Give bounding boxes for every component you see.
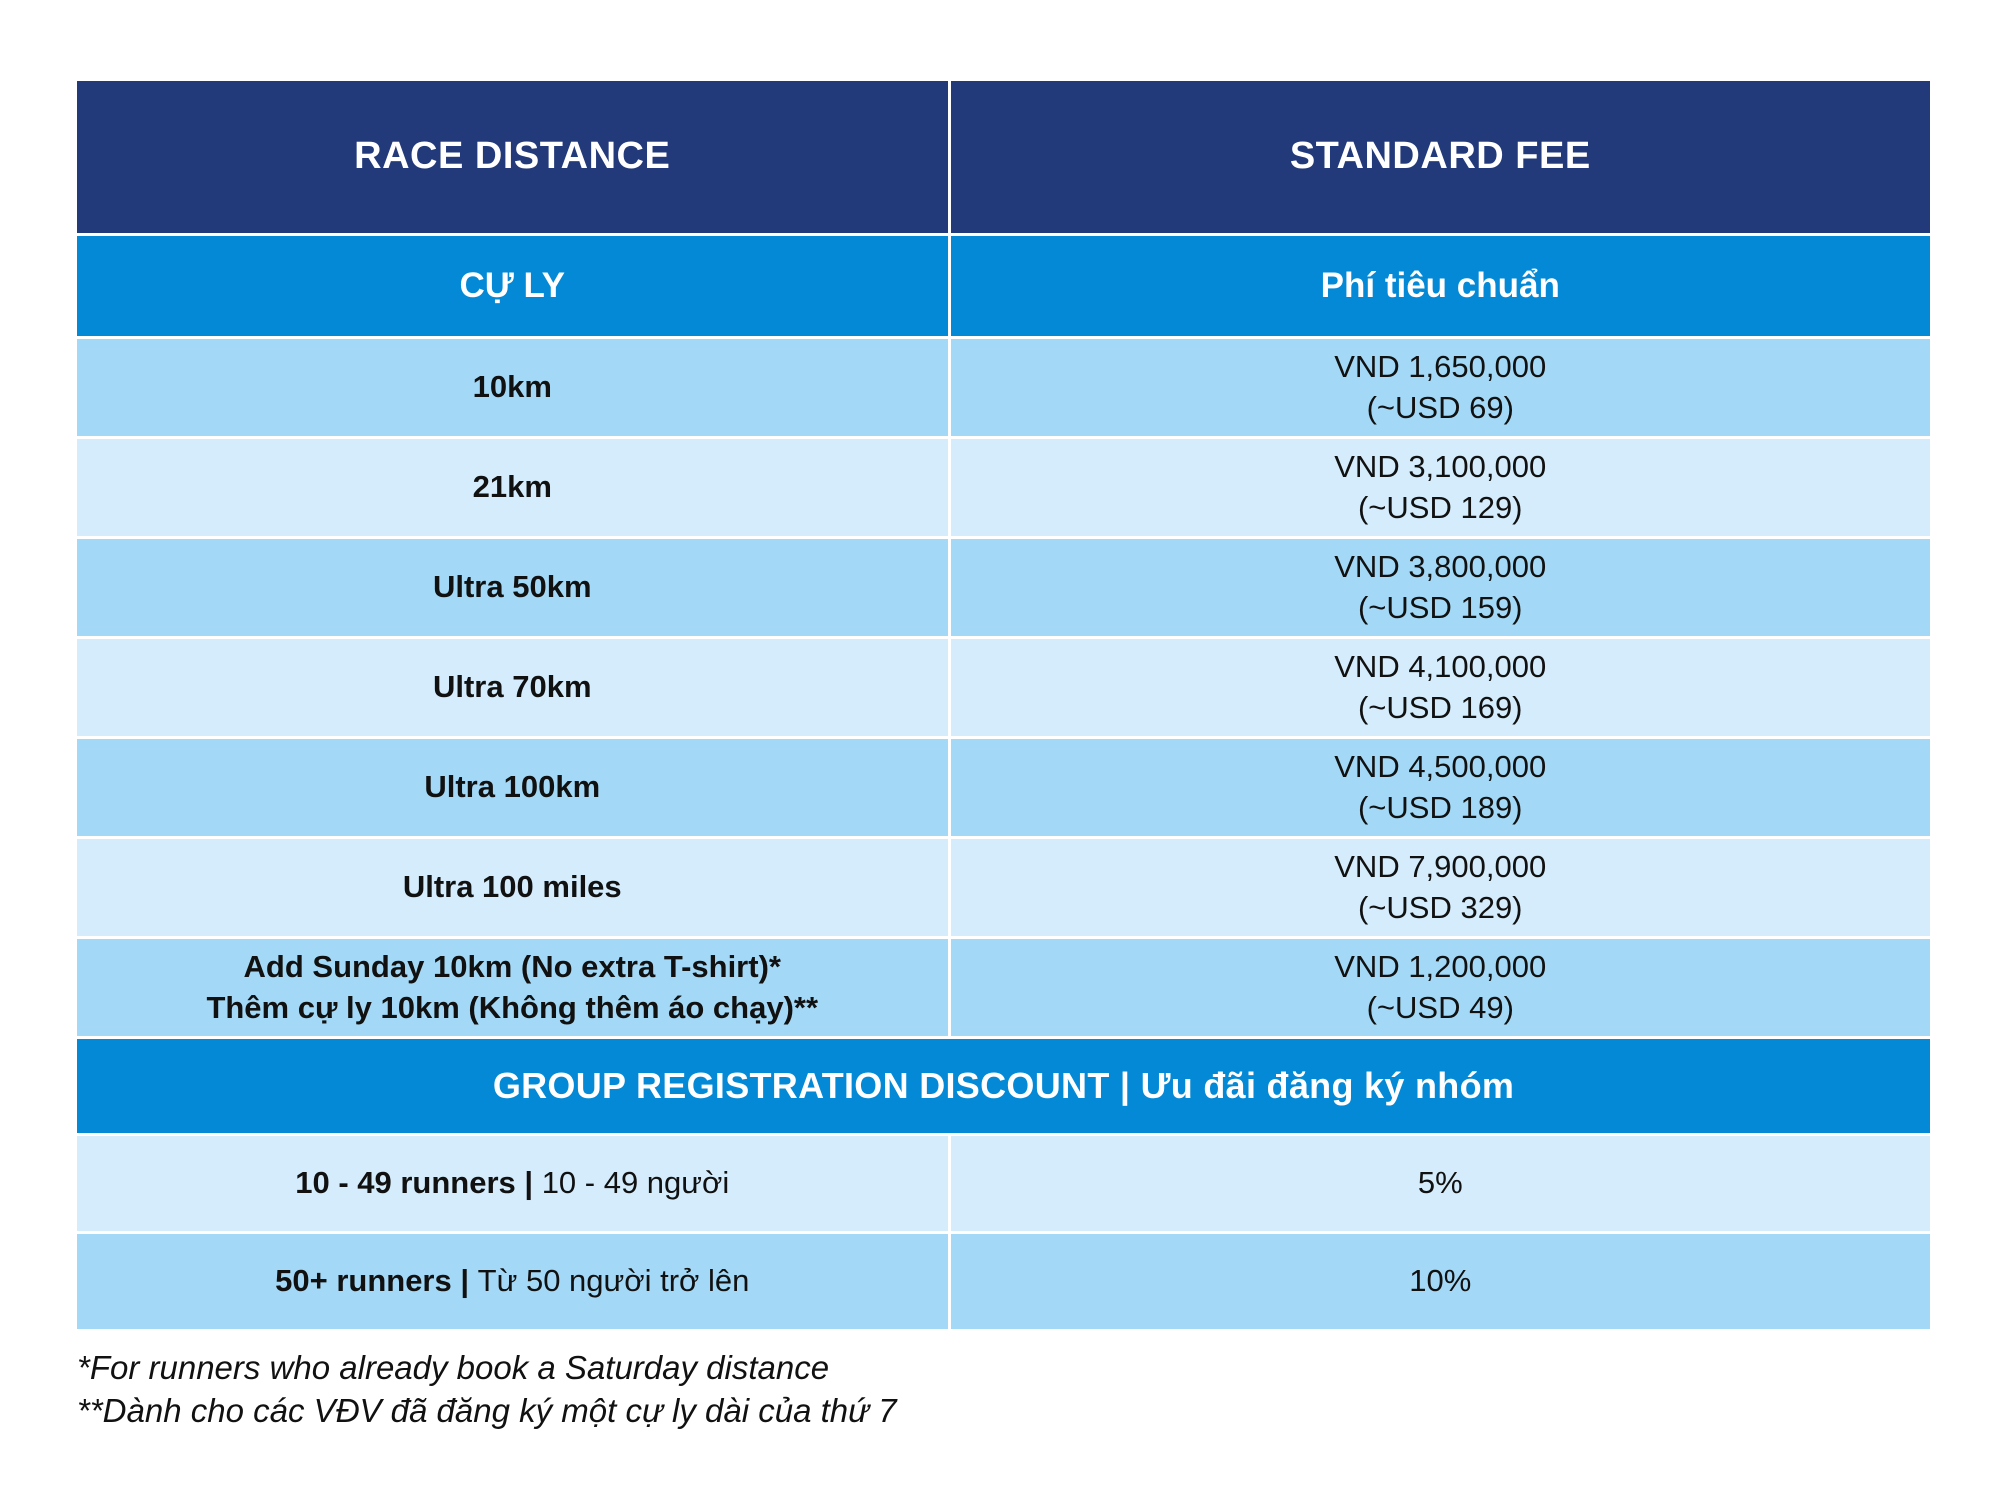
race-distance-cell <box>77 938 949 1038</box>
race-distance-cell: Ultra 50km <box>77 538 949 638</box>
table-row <box>77 538 1930 638</box>
table-row <box>77 838 1930 938</box>
group-size-separator: | <box>451 1263 478 1299</box>
fee-vnd: VND 3,100,000 <box>1334 449 1547 485</box>
group-size-english: 10 - 49 runners <box>295 1165 516 1201</box>
fee-vnd: VND 7,900,000 <box>1334 849 1547 885</box>
discount-cell: 10% <box>949 1233 1930 1330</box>
fee-usd: (~USD 189) <box>1357 789 1523 825</box>
fee-usd: (~USD 129) <box>1357 489 1523 525</box>
group-discount-title: GROUP REGISTRATION DISCOUNT | Ưu đãi đăng ký nhóm <box>77 1038 1930 1135</box>
race-distance-english: Add Sunday 10km (No extra T-shirt)* <box>243 949 781 985</box>
fee-cell <box>949 738 1930 838</box>
footnotes <box>77 1346 897 1432</box>
race-distance-cell: Ultra 100 miles <box>77 838 949 938</box>
table-row <box>77 438 1930 538</box>
footnote-english: *For runners who already book a Saturday distance <box>77 1349 830 1386</box>
group-size-vietnamese: Từ 50 người trở lên <box>477 1263 750 1299</box>
group-size-vietnamese: 10 - 49 người <box>541 1165 730 1201</box>
fee-table <box>77 81 1930 1329</box>
race-distance-cell: Ultra 100km <box>77 738 949 838</box>
header-row-english <box>77 81 1930 235</box>
fee-vnd: VND 1,200,000 <box>1334 949 1547 985</box>
fee-cell <box>949 638 1930 738</box>
column-header-standard-fee: STANDARD FEE <box>949 81 1930 235</box>
table-row <box>77 638 1930 738</box>
group-discount-header-row <box>77 1038 1930 1135</box>
fee-cell <box>949 338 1930 438</box>
group-size-cell <box>77 1135 949 1233</box>
column-header-race-distance: RACE DISTANCE <box>77 81 949 235</box>
fee-cell <box>949 838 1930 938</box>
race-distance-cell: 21km <box>77 438 949 538</box>
group-size-cell <box>77 1233 949 1330</box>
fee-usd: (~USD 169) <box>1357 689 1523 725</box>
table-row <box>77 738 1930 838</box>
fee-cell <box>949 938 1930 1038</box>
column-header-phi-tieu-chuan: Phí tiêu chuẩn <box>949 235 1930 338</box>
group-size-english: 50+ runners <box>275 1263 452 1299</box>
footnote-vietnamese: **Dành cho các VĐV đã đăng ký một cự ly dài của thứ 7 <box>77 1392 897 1429</box>
race-distance-cell: Ultra 70km <box>77 638 949 738</box>
fee-vnd: VND 1,650,000 <box>1334 349 1547 385</box>
fee-vnd: VND 3,800,000 <box>1334 549 1547 585</box>
fee-usd: (~USD 69) <box>1366 389 1514 425</box>
race-distance-vietnamese: Thêm cự ly 10km (Không thêm áo chạy)** <box>206 989 819 1025</box>
fee-usd: (~USD 329) <box>1357 889 1523 925</box>
table-row <box>77 338 1930 438</box>
column-header-cu-ly: CỰ LY <box>77 235 949 338</box>
table-row <box>77 1135 1930 1233</box>
fee-usd: (~USD 159) <box>1357 589 1523 625</box>
fee-vnd: VND 4,500,000 <box>1334 749 1547 785</box>
header-row-vietnamese <box>77 235 1930 338</box>
fee-usd: (~USD 49) <box>1366 989 1514 1025</box>
fee-cell <box>949 438 1930 538</box>
table-row <box>77 1233 1930 1330</box>
fee-cell <box>949 538 1930 638</box>
fee-vnd: VND 4,100,000 <box>1334 649 1547 685</box>
discount-cell: 5% <box>949 1135 1930 1233</box>
table-row <box>77 938 1930 1038</box>
race-distance-cell: 10km <box>77 338 949 438</box>
group-size-separator: | <box>515 1165 542 1201</box>
